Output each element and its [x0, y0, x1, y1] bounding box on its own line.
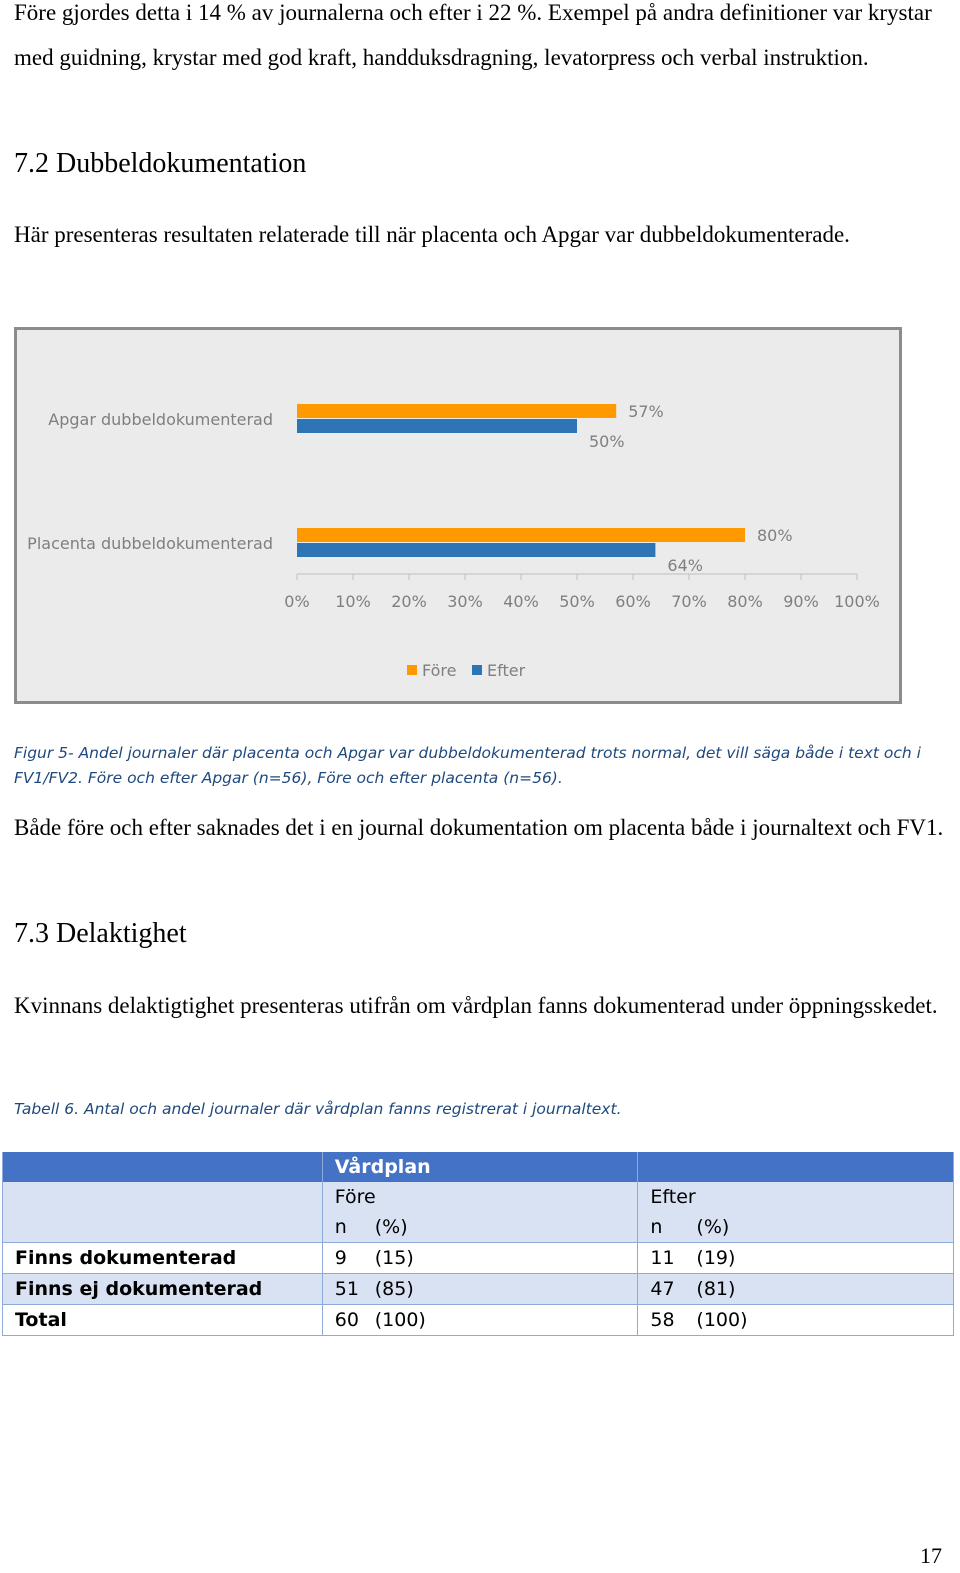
category-label: Placenta dubbeldokumenterad	[27, 534, 273, 553]
x-tick-label: 60%	[615, 592, 651, 611]
cell-fore-pct: (85)	[374, 1278, 414, 1300]
data-label: 64%	[667, 556, 703, 575]
table-units-row	[3, 1212, 954, 1243]
section-7-3-paragraph: Kvinnans delaktigtighet presenteras utifrån om vårdplan fanns dokumenterad under öppningsskedet.	[14, 993, 938, 1018]
table-header-row	[3, 1152, 954, 1182]
cell-efter-pct: (81)	[696, 1278, 736, 1300]
x-tick-label: 40%	[503, 592, 539, 611]
row-label: Total	[3, 1305, 323, 1336]
legend-swatch	[472, 665, 482, 675]
section-heading-7-3: 7.3 Delaktighet	[14, 918, 187, 949]
x-tick-label: 100%	[834, 592, 880, 611]
table-header-blank	[638, 1152, 954, 1182]
after-chart-paragraph: Både före och efter saknades det i en journal dokumentation om placenta både i journaltext och FV1.	[14, 815, 944, 840]
cell-fore-n: 9	[334, 1247, 347, 1269]
figure-caption: Figur 5- Andel journaler där placenta och Apgar var dubbeldokumenterad trots normal, det vill säga både i text och i FV1/FV2. Före och efter Apgar (n=56), Före och efter placenta (n=56).	[14, 744, 921, 787]
x-tick-label: 90%	[783, 592, 819, 611]
row-label: Finns ej dokumenterad	[3, 1274, 323, 1305]
legend-swatch	[407, 665, 417, 675]
bar-chart	[17, 330, 899, 701]
x-tick-label: 0%	[284, 592, 310, 611]
legend-label: Efter	[487, 661, 526, 680]
table-subheader-row	[3, 1182, 954, 1212]
col-fore: Före	[322, 1182, 638, 1212]
unit-pct-efter: (%)	[696, 1216, 730, 1238]
table-row	[3, 1305, 954, 1336]
cell-fore-n: 51	[334, 1278, 359, 1300]
data-label: 50%	[589, 432, 625, 451]
cell-fore-n: 60	[334, 1309, 359, 1331]
x-tick-label: 10%	[335, 592, 371, 611]
bar-fore	[297, 404, 616, 418]
data-label: 57%	[628, 402, 664, 421]
vardplan-table	[2, 1152, 954, 1336]
col-efter: Efter	[638, 1182, 954, 1212]
unit-pct-fore: (%)	[374, 1216, 408, 1238]
bar-fore	[297, 528, 745, 542]
cell-fore-pct: (100)	[374, 1309, 426, 1331]
cell-efter-n: 11	[650, 1247, 675, 1269]
table-caption: Tabell 6. Antal och andel journaler där vårdplan fanns registrerat i journaltext.	[14, 1100, 622, 1118]
table-header-empty	[3, 1152, 323, 1182]
data-label: 80%	[757, 526, 793, 545]
legend-label: Före	[422, 661, 457, 680]
unit-n-efter: n	[650, 1216, 663, 1238]
table-row	[3, 1274, 954, 1305]
row-label: Finns dokumenterad	[3, 1243, 323, 1274]
bar-chart-frame	[14, 327, 902, 704]
unit-n-fore: n	[334, 1216, 347, 1238]
table-header-vardplan: Vårdplan	[322, 1152, 638, 1182]
cell-fore-pct: (15)	[374, 1247, 414, 1269]
x-tick-label: 20%	[391, 592, 427, 611]
x-tick-label: 50%	[559, 592, 595, 611]
table-row	[3, 1243, 954, 1274]
bar-efter	[297, 543, 655, 557]
section-7-2-paragraph: Här presenteras resultaten relaterade till när placenta och Apgar var dubbeldokumenterade.	[14, 222, 850, 247]
category-label: Apgar dubbeldokumenterad	[48, 410, 273, 429]
cell-efter-n: 47	[650, 1278, 675, 1300]
cell-efter-pct: (100)	[696, 1309, 748, 1331]
page-number: 17	[920, 1543, 942, 1568]
cell-efter-pct: (19)	[696, 1247, 736, 1269]
cell-efter-n: 58	[650, 1309, 675, 1331]
section-heading-7-2: 7.2 Dubbeldokumentation	[14, 148, 307, 179]
intro-paragraph: Före gjordes detta i 14 % av journalerna och efter i 22 %. Exempel på andra definitioner var krystar med guidning, krystar med god kraft, handduksdragning, levatorpress och verbal instruktion.	[14, 0, 932, 70]
bar-efter	[297, 419, 577, 433]
x-tick-label: 80%	[727, 592, 763, 611]
x-tick-label: 70%	[671, 592, 707, 611]
x-tick-label: 30%	[447, 592, 483, 611]
